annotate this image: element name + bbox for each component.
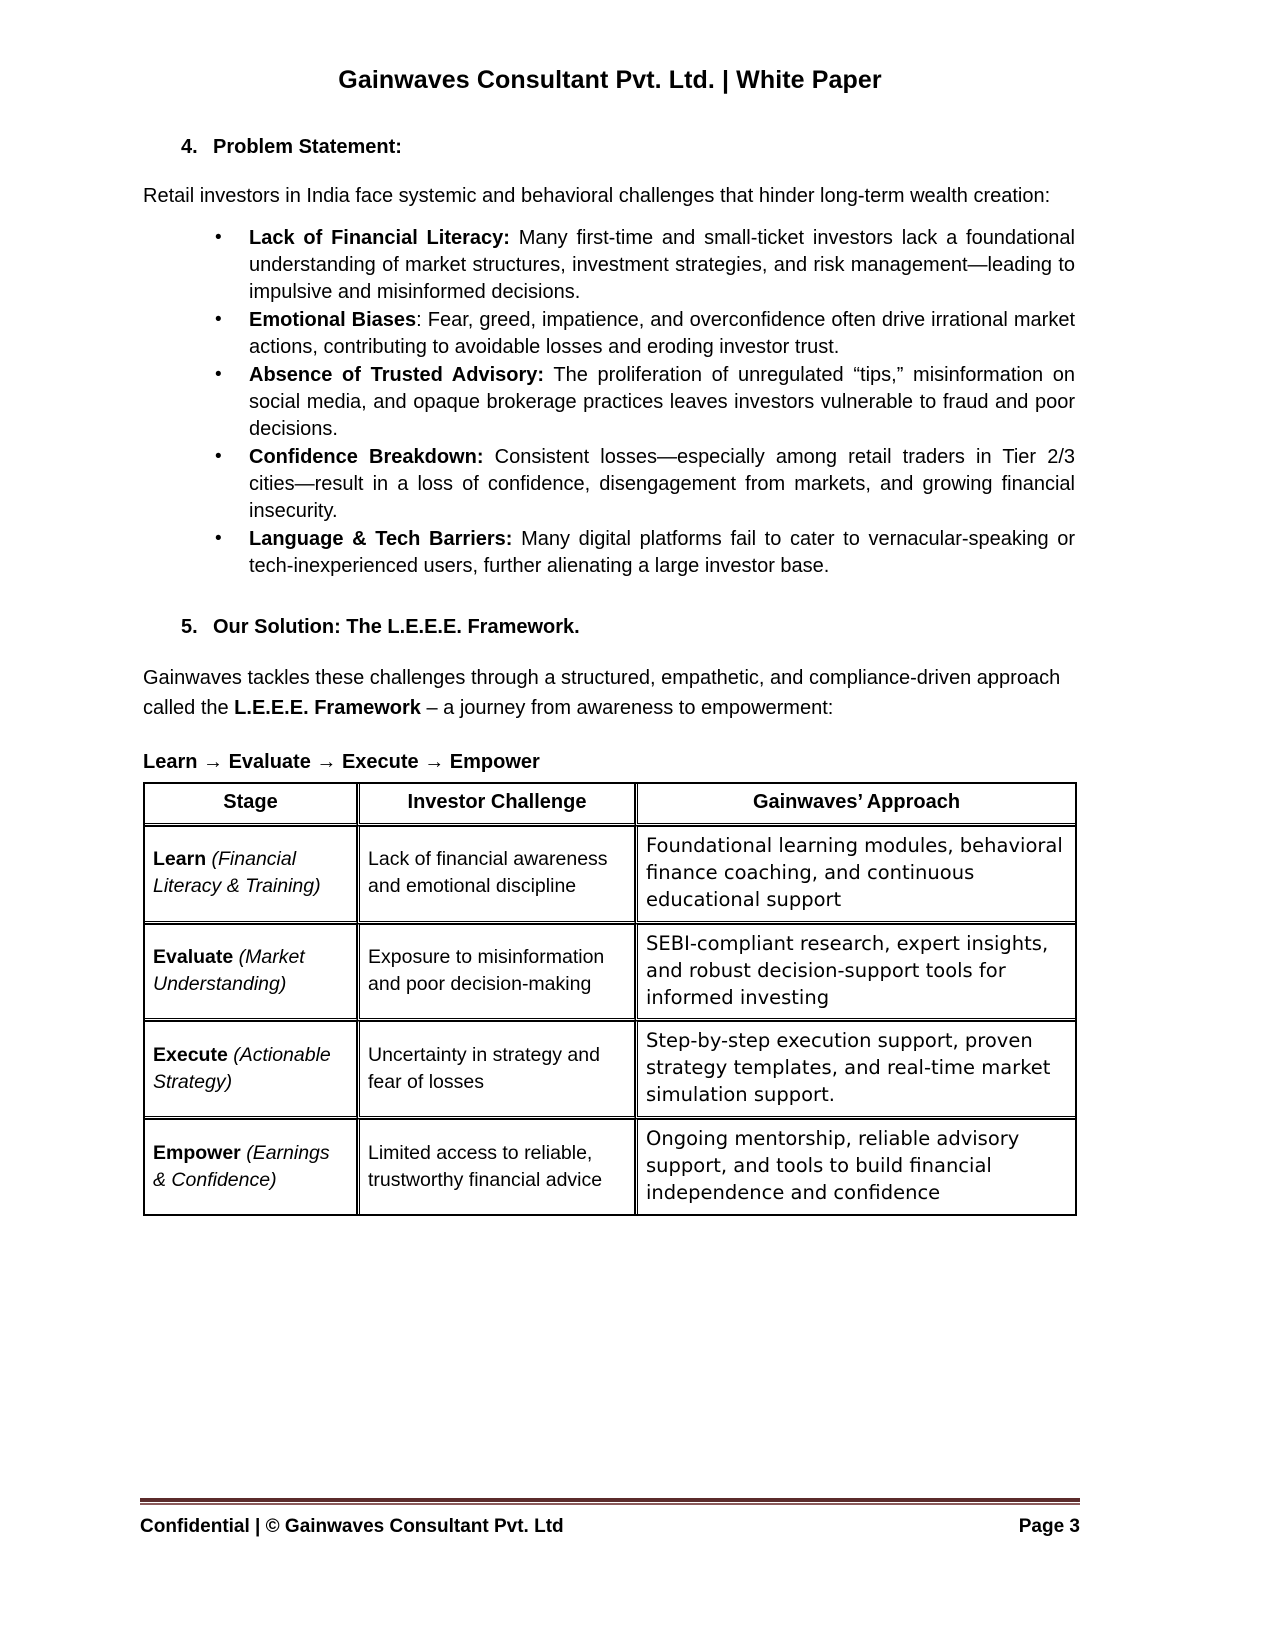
cell-stage — [144, 826, 357, 924]
list-item — [143, 444, 1075, 525]
bullet-term: Absence of Trusted Advisory: — [249, 364, 545, 387]
section-number-solution: 5. — [181, 616, 198, 639]
section-heading-solution — [143, 616, 1075, 639]
leee-framework-table — [143, 782, 1077, 1215]
section-heading-problem-text: Problem Statement: — [213, 136, 402, 158]
framework-flow-line: Learn → Evaluate → Execute → Empower — [143, 751, 540, 774]
bullet-text: Many digital platforms fail to cater to vernacular-speaking or tech-inexperienced users, further alienating a large investor base. — [249, 528, 1076, 578]
cell-gainwaves-approach: Step-by-step execution support, proven strategy templates, and real-time market simulation support. — [635, 1021, 1076, 1119]
section-number-problem: 4. — [181, 136, 198, 158]
bullet-term: Emotional Biases — [249, 309, 417, 332]
bullet-text: Many first-time and small-ticket investors lack a foundational understanding of market structures, investment strategies, and risk management—leading to impulsive and misinformed decisions. — [249, 227, 1075, 304]
framework-name: L.E.E.E. Framework — [234, 697, 421, 720]
cell-gainwaves-approach: Foundational learning modules, behavioral finance coaching, and continuous educational support — [635, 826, 1076, 924]
stage-name: Execute — [153, 1043, 228, 1066]
footer-confidential-text: Confidential | © Gainwaves Consultant Pvt. Ltd — [140, 1516, 564, 1537]
column-header-stage: Stage — [144, 783, 357, 826]
bullet-term: Language & Tech Barriers: — [249, 528, 513, 551]
bullet-text: Consistent losses—especially among retail traders in Tier 2/3 cities—result in a loss of confidence, disengagement from markets, and growing financial insecurity. — [249, 446, 1075, 523]
problem-intro-paragraph: Retail investors in India face systemic and behavioral challenges that hinder long-term wealth creation: — [143, 185, 1051, 207]
list-item — [143, 362, 1075, 443]
footer-divider-thin-line — [140, 1503, 1080, 1505]
bullet-text: : Fear, greed, impatience, and overconfidence often drive irrational market actions, contributing to avoidable losses and eroding investor trust. — [249, 309, 1076, 359]
solution-paragraph-part2: – a journey from awareness to empowerment: — [420, 697, 834, 720]
cell-investor-challenge: Uncertainty in strategy and fear of losses — [357, 1021, 635, 1119]
bullet-text: The proliferation of unregulated “tips,” misinformation on social media, and opaque brokerage practices leaves investors vulnerable to fraud and poor decisions. — [249, 364, 1076, 441]
section-heading-solution-text: Our Solution: The L.E.E.E. Framework. — [213, 616, 580, 639]
bullet-term: Lack of Financial Literacy: — [249, 227, 510, 250]
stage-name: Learn — [153, 848, 207, 871]
table-row — [144, 826, 1076, 924]
stage-subtitle: (Market Understanding) — [153, 946, 305, 996]
table-header-row — [144, 783, 1076, 826]
stage-subtitle: (Earnings & Confidence) — [153, 1141, 330, 1191]
cell-gainwaves-approach: Ongoing mentorship, reliable advisory support, and tools to build financial independence and confidence — [635, 1119, 1076, 1215]
bullet-term: Confidence Breakdown: — [249, 446, 484, 469]
cell-investor-challenge: Exposure to misinformation and poor decision-making — [357, 924, 635, 1022]
document-body — [143, 136, 1075, 1216]
cell-gainwaves-approach: SEBI-compliant research, expert insights, and robust decision-support tools for informed investing — [635, 924, 1076, 1022]
solution-paragraph-part1: Gainwaves tackles these challenges through a structured, empathetic, and compliance-driven approach called the — [143, 667, 1061, 720]
stage-name: Empower — [153, 1141, 241, 1164]
problem-bullet-list — [143, 225, 1075, 580]
list-item — [143, 526, 1075, 580]
cell-stage — [144, 1119, 357, 1215]
stage-subtitle: (Financial Literacy & Training) — [153, 848, 321, 898]
page-footer — [140, 1516, 1080, 1538]
table-row — [144, 924, 1076, 1022]
column-header-investor-challenge: Investor Challenge — [357, 783, 635, 826]
cell-stage — [144, 924, 357, 1022]
solution-paragraph — [143, 663, 1075, 723]
list-item — [143, 307, 1075, 361]
table-row — [144, 1021, 1076, 1119]
footer-page-number: Page 3 — [1018, 1516, 1080, 1537]
cell-stage — [144, 1021, 357, 1119]
list-item — [143, 225, 1075, 306]
column-header-gainwaves-approach: Gainwaves’ Approach — [635, 783, 1076, 826]
cell-investor-challenge: Lack of financial awareness and emotional discipline — [357, 826, 635, 924]
footer-divider — [140, 1498, 1080, 1505]
page-title: Gainwaves Consultant Pvt. Ltd. | White Paper — [338, 66, 882, 94]
stage-name: Evaluate — [153, 946, 234, 969]
section-heading-problem — [143, 136, 1075, 159]
cell-investor-challenge: Limited access to reliable, trustworthy financial advice — [357, 1119, 635, 1215]
stage-subtitle: (Actionable Strategy) — [153, 1043, 331, 1093]
table-row — [144, 1119, 1076, 1215]
